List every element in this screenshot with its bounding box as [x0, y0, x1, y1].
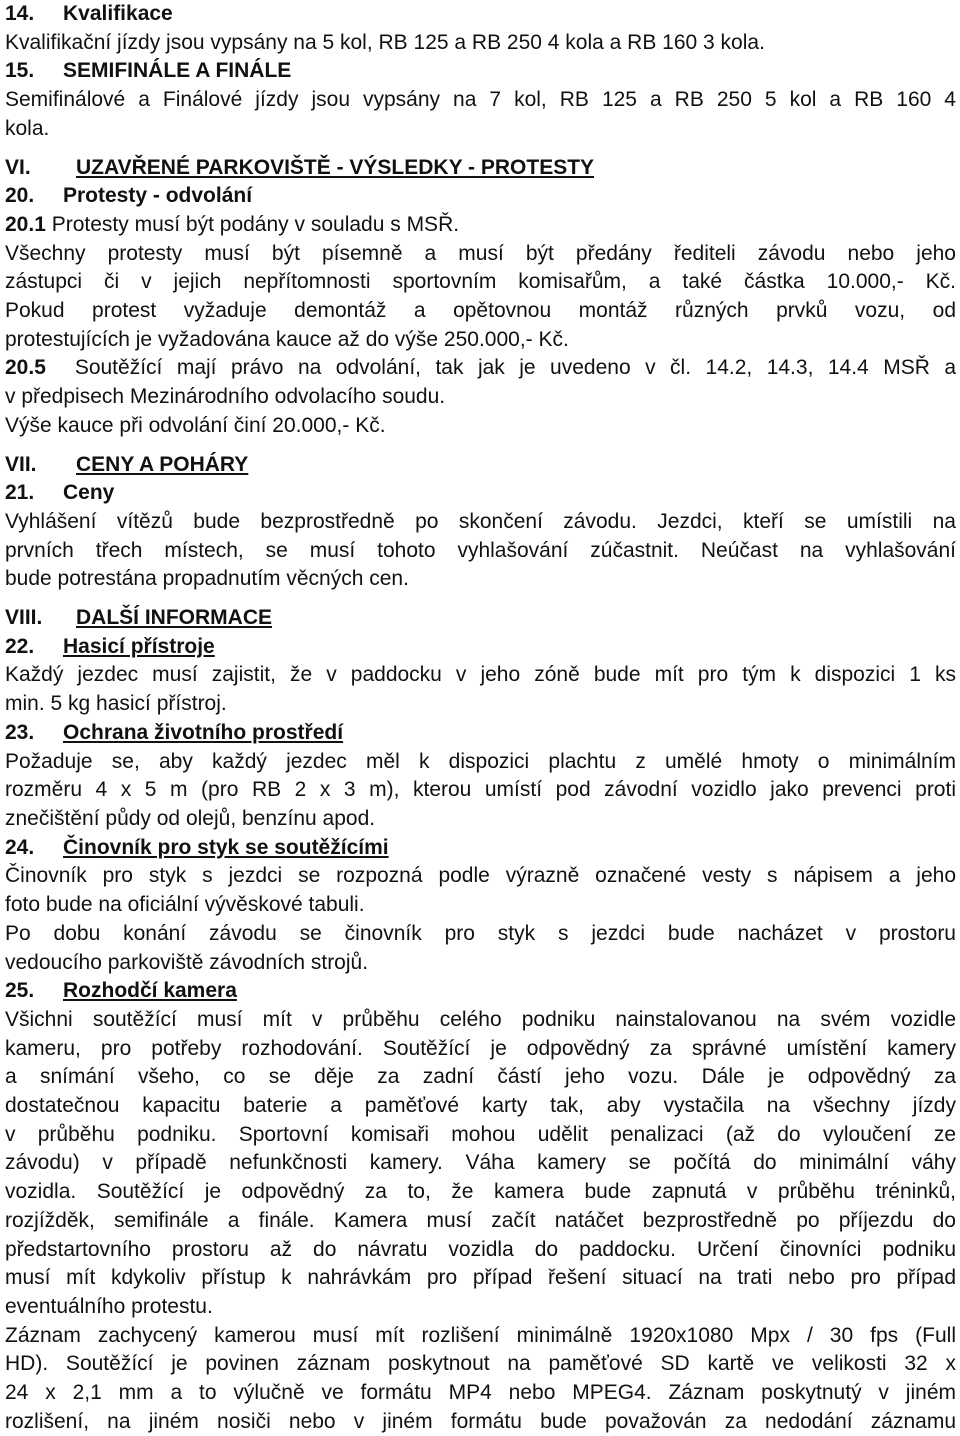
- chapter-7-heading: [5, 451, 956, 480]
- chapter-title: UZAVŘENÉ PARKOVIŠTĚ - VÝSLEDKY - PROTESTY: [76, 155, 595, 179]
- subsection-text: Soutěžící mají právo na odvolání, tak jak je uvedeno v čl. 14.2, 14.3, 14.4 MSŘ a: [74, 356, 957, 380]
- subsection-text: Protesty musí být podány v souladu s MSŘ.: [51, 212, 460, 236]
- section-number: 24.: [5, 835, 35, 859]
- section-number: 25.: [5, 979, 35, 1003]
- section-title: Činovník pro styk se soutěžícími: [63, 835, 389, 859]
- section-21-heading: [5, 479, 956, 508]
- paragraph-line: Všechny protesty musí být písemně a musí být předány řediteli závodu nebo jeho: [5, 241, 956, 265]
- paragraph-line: protestujících je vyžadována kauce až do výše 250.000,- Kč.: [5, 327, 569, 351]
- section-14-heading: [5, 0, 956, 29]
- section-title: SEMIFINÁLE A FINÁLE: [63, 59, 292, 83]
- paragraph-line: Všichni soutěžící musí mít v průběhu celého podniku nainstalovanou na svém vozidle: [5, 1007, 956, 1031]
- section-22-heading: [5, 633, 956, 662]
- paragraph-line: v průběhu podniku. Sportovní komisaři mohou udělit penalizaci (až do vyloučení ze: [5, 1122, 956, 1146]
- section-15-text-line: kola.: [5, 116, 50, 140]
- paragraph-line: rozměru 4 x 5 m (pro RB 2 x 3 m), kterou umístí pod závodní vozidlo jako prevenci proti: [5, 778, 956, 802]
- section-title: Protesty - odvolání: [63, 184, 253, 208]
- section-title: Ochrana životního prostředí: [63, 720, 344, 744]
- paragraph-line: HD). Soutěžící je povinen záznam poskytnout na paměťové SD kartě ve velikosti 32 x: [5, 1352, 956, 1376]
- paragraph-line: vozidla. Soutěžící je odpovědný za to, že kamera bude zapnutá v průběhu tréninků,: [5, 1180, 956, 1204]
- paragraph-line: min. 5 kg hasicí přístroj.: [5, 692, 227, 716]
- paragraph-line: Po dobu konání závodu se činovník pro styk s jezdci bude nacházet v prostoru: [5, 921, 956, 945]
- section-number: 22.: [5, 634, 35, 658]
- section-title: Kvalifikace: [63, 2, 173, 25]
- paragraph-line: rozjížděk, semifinále a finále. Kamera musí začít natáčet bezprostředně po příjezdu do: [5, 1208, 956, 1232]
- section-title: Ceny: [63, 481, 115, 505]
- paragraph-line: bude potrestána propadnutím věcných cen.: [5, 567, 409, 591]
- paragraph-line: znečištění půdy od olejů, benzínu apod.: [5, 806, 376, 830]
- section-23-heading: [5, 719, 956, 748]
- paragraph-line: Záznam zachycený kamerou musí mít rozlišení minimálně 1920x1080 Mpx / 30 fps (Full: [5, 1323, 956, 1347]
- chapter-6-heading: [5, 154, 956, 183]
- chapter-number: VII.: [5, 452, 37, 476]
- chapter-8-heading: [5, 604, 956, 633]
- chapter-title: DALŠÍ INFORMACE: [76, 606, 272, 630]
- section-number: 15.: [5, 59, 35, 83]
- paragraph-line: dostatečnou kapacitu baterie a paměťové karty tak, aby vystačila na všechny jízdy: [5, 1094, 956, 1118]
- subsection-20-1: [5, 211, 956, 240]
- paragraph-line: Vyhlášení vítězů bude bezprostředně po skončení závodu. Jezdci, kteří se umístili na: [5, 509, 956, 533]
- section-number: 23.: [5, 720, 35, 744]
- section-number: 20.: [5, 184, 35, 208]
- section-20-heading: [5, 182, 956, 211]
- subsection-number: 20.5: [5, 356, 46, 380]
- section-title: Rozhodčí kamera: [63, 979, 237, 1003]
- section-number: 14.: [5, 2, 35, 25]
- paragraph-line: 24 x 2,1 mm a to výlučně ve formátu MP4 nebo MPEG4. Záznam poskytnutý v jiném: [5, 1381, 956, 1405]
- paragraph-line: eventuálního protestu.: [5, 1294, 213, 1318]
- paragraph-line: musí mít kdykoliv přístup k nahrávkám pro případ řešení situací na trati nebo pro případ: [5, 1266, 956, 1290]
- chapter-number: VI.: [5, 155, 31, 179]
- paragraph-line: foto bude na oficiální vývěskové tabuli.: [5, 893, 365, 917]
- paragraph-line: Výše kauce při odvolání činí 20.000,- Kč.: [5, 413, 386, 437]
- paragraph-line: rozlišení, na jiném nosiči nebo v jiném formátu bude považován za nedodání záznamu: [5, 1409, 956, 1433]
- subsection-number: 20.1: [5, 212, 46, 236]
- paragraph-line: Požaduje se, aby každý jezdec měl k dispozici plachtu z umělé hmoty o minimálním: [5, 749, 956, 773]
- paragraph-line: v předpisech Mezinárodního odvolacího soudu.: [5, 385, 446, 409]
- section-title: Hasicí přístroje: [63, 634, 215, 658]
- paragraph-line: Pokud protest vyžaduje demontáž a opětovnou montáž různých prvků vozu, od: [5, 299, 956, 323]
- paragraph-line: zástupci či v jejich nepřítomnosti sportovním komisařům, a také částka 10.000,- Kč.: [5, 270, 956, 294]
- section-15-heading: [5, 57, 956, 86]
- chapter-number: VIII.: [5, 606, 43, 630]
- section-number: 21.: [5, 481, 35, 505]
- section-14-text: Kvalifikační jízdy jsou vypsány na 5 kol, RB 125 a RB 250 4 kola a RB 160 3 kola.: [5, 30, 765, 54]
- paragraph-line: Každý jezdec musí zajistit, že v paddocku v jeho zóně bude mít pro tým k dispozici 1 ks: [5, 663, 956, 687]
- subsection-20-5: [5, 354, 956, 383]
- paragraph-line: Činovník pro styk s jezdci se rozpozná podle výrazně označené vesty s nápisem a jeho: [5, 864, 956, 888]
- section-24-heading: [5, 834, 956, 863]
- section-15-text-line: Semifinálové a Finálové jízdy jsou vypsány na 7 kol, RB 125 a RB 250 5 kol a RB 160 4: [5, 88, 956, 112]
- paragraph-line: prvních třech místech, se musí tohoto vyhlašování zúčastnit. Neúčast na vyhlašování: [5, 538, 956, 562]
- chapter-title: CENY A POHÁRY: [76, 452, 249, 476]
- paragraph-line: kameru, pro potřeby rozhodování. Soutěžící je odpovědný za správné umístění kamery: [5, 1036, 956, 1060]
- paragraph-line: vedoucího parkoviště závodních strojů.: [5, 950, 369, 974]
- paragraph-line: a snímání všeho, co se děje za zadní částí jeho vozu. Dále je odpovědný za: [5, 1065, 956, 1089]
- section-25-heading: [5, 977, 956, 1006]
- paragraph-line: předstartovního prostoru až do návratu vozidla do paddocku. Určení činovníci podniku: [5, 1237, 956, 1261]
- paragraph-line: závodu) v případě nefunkčnosti kamery. Váha kamery se počítá do minimální váhy: [5, 1151, 956, 1175]
